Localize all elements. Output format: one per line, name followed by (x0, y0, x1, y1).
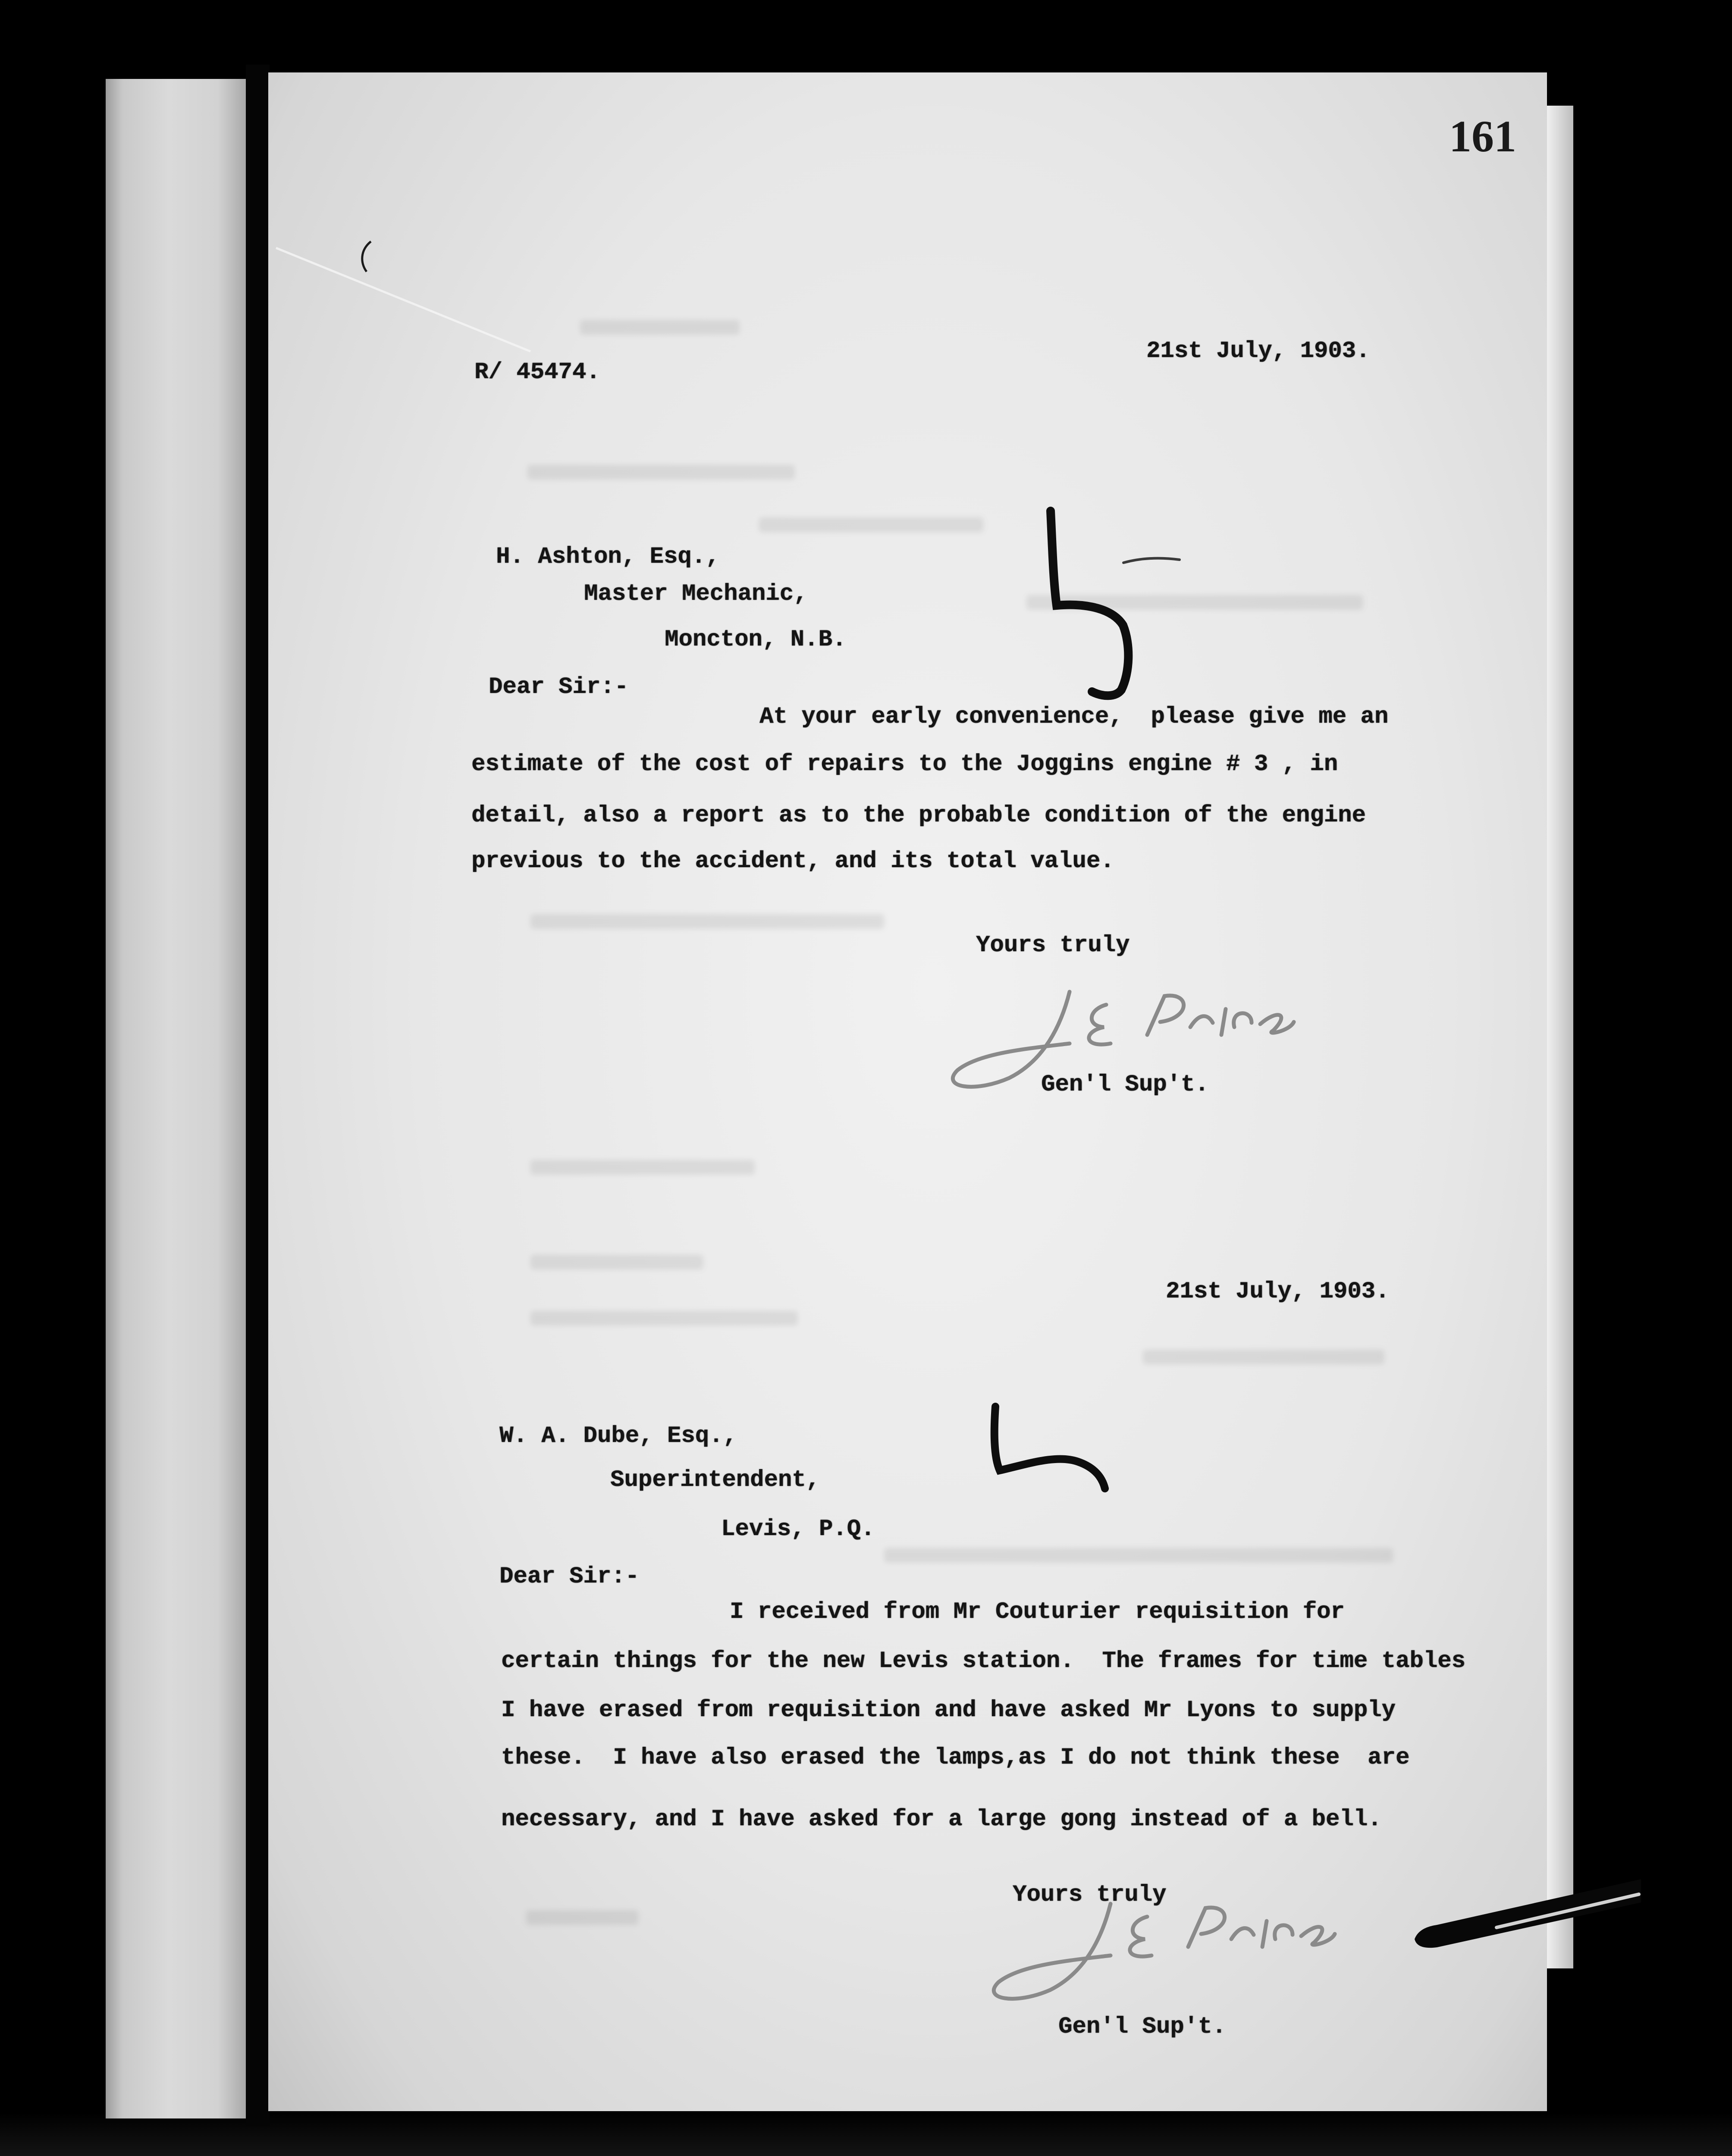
bleed-through-impression (530, 1255, 703, 1269)
body-line: previous to the accident, and its total value. (471, 848, 1114, 874)
letterbook-page (268, 72, 1547, 2111)
bleed-through-impression (526, 1910, 638, 1925)
closing: Yours truly (1013, 1882, 1167, 1908)
addressee-name: H. Ashton, Esq., (496, 544, 720, 570)
letter-date: 21st July, 1903. (1166, 1279, 1390, 1305)
body-line: detail, also a report as to the probable condition of the engine (471, 802, 1366, 829)
addressee-position: Superintendent, (610, 1467, 820, 1493)
body-line: necessary, and I have asked for a large gong instead of a bell. (501, 1806, 1382, 1833)
letter-date: 21st July, 1903. (1146, 338, 1370, 364)
bleed-through-impression (580, 320, 740, 335)
closing: Yours truly (976, 932, 1130, 959)
bleed-through-impression (530, 1160, 755, 1175)
body-line: these. I have also erased the lamps,as I do not think these are (501, 1745, 1410, 1771)
bleed-through-impression (884, 1548, 1393, 1563)
bleed-through-impression (1143, 1350, 1384, 1364)
letter-reference: R/ 45474. (474, 359, 600, 385)
signatory-title: Gen'l Sup't. (1058, 2014, 1226, 2040)
addressee-name: W. A. Dube, Esq., (499, 1423, 737, 1449)
body-line: estimate of the cost of repairs to the Joggins engine # 3 , in (471, 751, 1338, 777)
salutation: Dear Sir:- (499, 1564, 640, 1590)
addressee-location: Levis, P.Q. (721, 1516, 875, 1542)
bleed-through-impression (1026, 595, 1363, 610)
body-line: I received from Mr Couturier requisition for (730, 1599, 1345, 1625)
body-line: certain things for the new Levis station. The frames for time tables (501, 1648, 1465, 1674)
signatory-title: Gen'l Sup't. (1041, 1072, 1209, 1098)
bleed-through-impression (530, 914, 884, 929)
letterbook-binding-strip (106, 79, 246, 2118)
salutation: Dear Sir:- (489, 674, 629, 700)
bleed-through-impression (759, 517, 983, 532)
bleed-through-impression (527, 465, 795, 479)
addressee-location: Moncton, N.B. (665, 627, 847, 653)
binding-gutter (246, 65, 270, 2126)
bleed-through-impression (530, 1311, 798, 1326)
addressee-position: Master Mechanic, (584, 581, 808, 607)
body-line: At your early convenience, please give me an (759, 704, 1389, 730)
body-line: I have erased from requisition and have asked Mr Lyons to supply (501, 1697, 1396, 1724)
page-number: 161 (1449, 112, 1516, 161)
